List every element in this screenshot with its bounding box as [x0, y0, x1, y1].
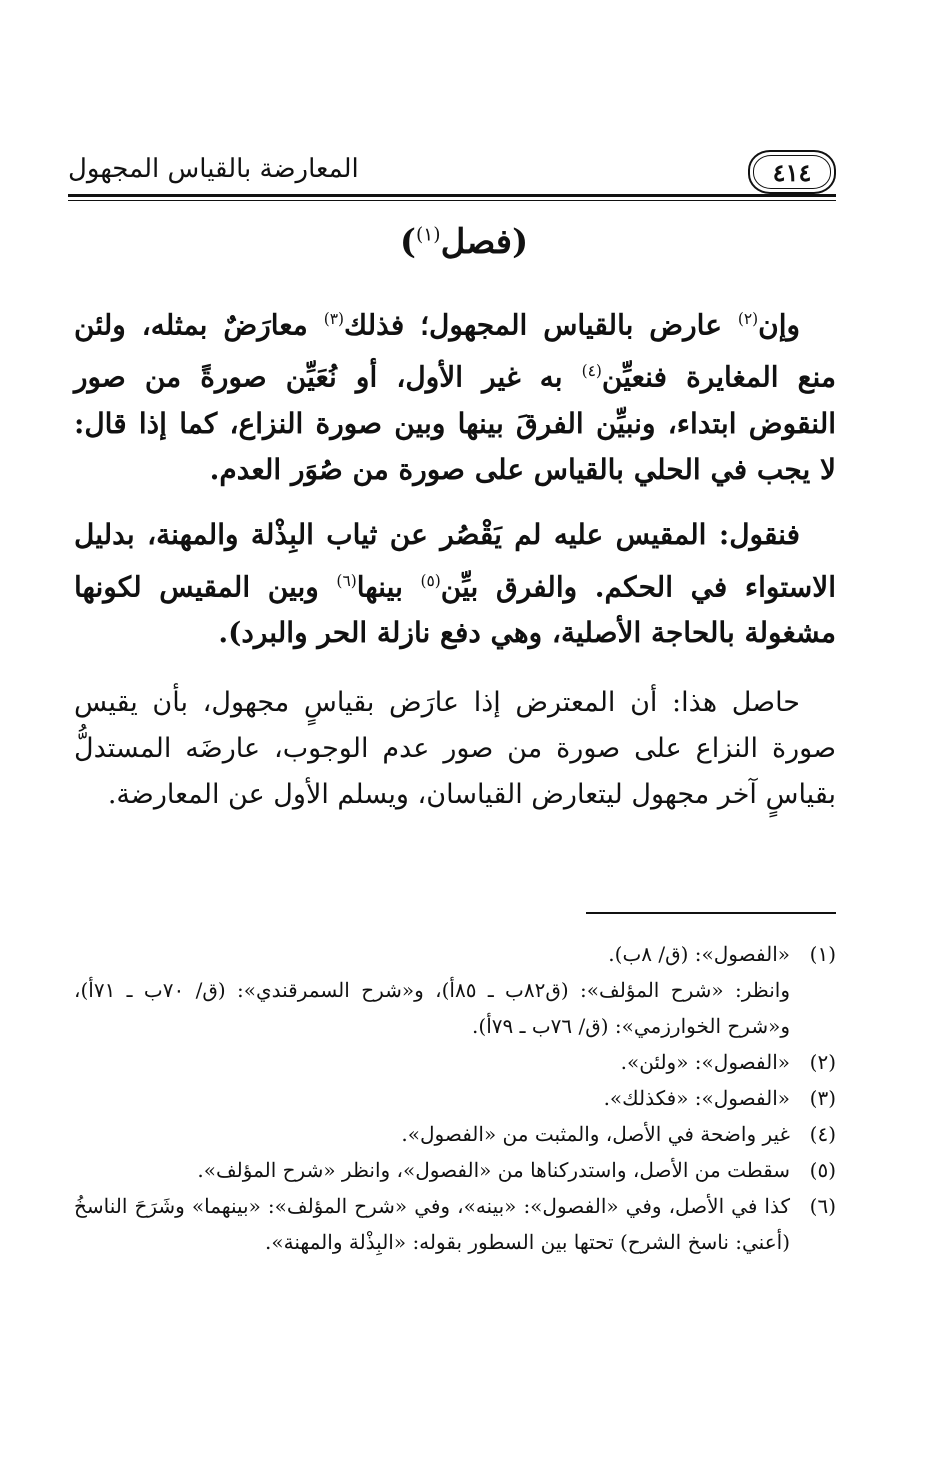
text-span: حاصل هذا: أن المعترض إذا عارَض بقياسٍ مجهول، بأن يقيس صورة النزاع على صورة من صور عدم الوجوب، عارضَه المستدلُّ بقياسٍ آخر مجهول ليتعارض القياسان، ويسلم الأول عن المعارضة.: [74, 687, 836, 810]
footnote-4: [74, 1116, 836, 1152]
footnote-text: وانظر: «شرح المؤلف»: (ق٨٢ب ـ ٨٥أ)، و«شرح السمرقندي»: (ق/ ٧٠ب ـ ٧١أ)، و«شرح الخوارزمي»: (ق/ ٧٦ب ـ ٧٩أ).: [74, 978, 790, 1038]
text-span: عارض بالقياس المجهول؛ فذلك: [344, 308, 738, 342]
footnotes: [74, 936, 836, 1260]
paragraph-2: [74, 512, 836, 656]
footnote-number: (٤): [809, 1122, 836, 1146]
footnote-number: (٥): [809, 1158, 836, 1182]
footnote-text: «الفصول»: «ولئن».: [620, 1050, 790, 1074]
footnote-number: (٣): [809, 1086, 836, 1110]
footnote-ref: (٢): [737, 310, 759, 328]
footnote-number: (٢): [809, 1050, 836, 1074]
section-heading: [0, 222, 928, 262]
footnote-5: [74, 1152, 836, 1188]
footnote-2: [74, 1044, 836, 1080]
footnote-text: «الفصول»: «فكذلك».: [603, 1086, 790, 1110]
text-span: فنقول: المقيس عليه لم يَقْصُر عن ثياب البِذْلة والمهنة، بدليل الاستواء في الحكم. والفرق بيِّن: [74, 518, 836, 604]
text-span: معارَضٌ بمثله، ولئن منع المغايرة فنعيِّن: [74, 308, 836, 394]
paragraph-3: [74, 680, 836, 818]
page-number: ٤١٤: [772, 157, 812, 187]
footnote-ref: (١): [415, 224, 441, 246]
header-rule-thin: [68, 200, 836, 201]
footnote-1: [74, 936, 836, 972]
text-span: وبين المقيس لكونها مشغولة بالحاجة الأصلية، وهي دفع نازلة الحر والبرد).: [74, 570, 836, 650]
footnote-number: (١): [809, 942, 836, 966]
paragraph-1: [74, 296, 836, 493]
footnote-separator: [586, 912, 836, 914]
footnote-ref: (٤): [581, 362, 602, 381]
running-header: [68, 150, 836, 200]
footnote-3: [74, 1080, 836, 1116]
text-span: وإن: [758, 308, 800, 342]
footnote-6: [74, 1188, 836, 1260]
footnote-1-continued: [74, 972, 836, 1044]
footnote-text: كذا في الأصل، وفي «الفصول»: «بينه»، وفي «شرح المؤلف»: «بينهما» وشَرَحَ الناسخُ (أعني: ناسخ الشرح) تحتها بين السطور بقوله: «البِذْلة والمهنة».: [74, 1194, 790, 1254]
section-heading-close: ): [399, 222, 416, 262]
footnote-number: (٦): [809, 1194, 836, 1218]
header-rule: [68, 194, 836, 197]
footnote-ref: (٥): [420, 572, 441, 590]
footnote-text: «الفصول»: (ق/ ٨ب).: [608, 942, 790, 966]
footnote-ref: (٦): [336, 572, 357, 590]
text-span: به غير الأول، أو نُعَيِّن صورةً من صور النقوض ابتداء، ونبيِّن الفرقَ بينها وبين صورة النزاع، كما إذا قال: لا يجب في الحلي بالقياس على صورة من صُوَر العدم.: [74, 360, 837, 486]
running-title: المعارضة بالقياس المجهول: [68, 154, 359, 184]
footnote-text: غير واضحة في الأصل، والمثبت من «الفصول».: [401, 1122, 790, 1146]
footnote-text: سقطت من الأصل، واستدركناها من «الفصول»، وانظر «شرح المؤلف».: [197, 1158, 790, 1182]
page-number-badge: [748, 150, 836, 194]
text-span: بينها: [356, 570, 421, 604]
footnote-ref: (٣): [323, 310, 344, 328]
section-heading-text: (فصل: [440, 222, 529, 262]
